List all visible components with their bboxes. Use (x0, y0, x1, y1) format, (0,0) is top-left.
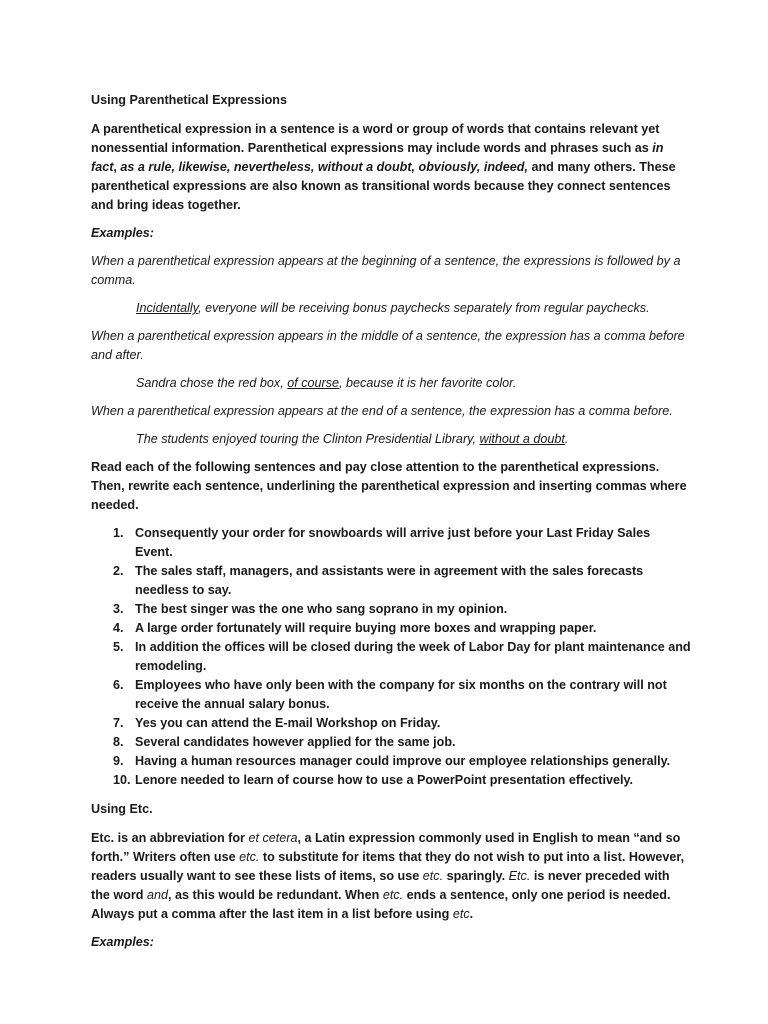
list-item: 7. Yes you can attend the E-mail Workshop on Friday. (113, 716, 441, 730)
list-item: 9. Having a human resources manager could improve our employee relationships generally. (113, 754, 671, 768)
exercise-sentence-list (91, 524, 691, 790)
section-heading-parenthetical: Using Parenthetical Expressions (91, 93, 287, 107)
intro-separator: , (113, 160, 121, 174)
rule-end: When a parenthetical expression appears at the end of a sentence, the expression has a comma before. (91, 404, 673, 418)
intro-text-1: A parenthetical expression in a sentence is a word or group of words that contains relevant yet nonessential information. Parenthetical expressions may include words and phrases such as (91, 122, 660, 155)
document-content (91, 91, 691, 961)
underlined-expression: Incidentally (136, 301, 199, 315)
list-item: 6. Employees who have only been with the company for six months on the contrary will not receive the annual salary bonus. (113, 678, 667, 711)
underlined-expression: of course (287, 376, 340, 390)
intro-example-1: in fact (91, 141, 664, 174)
section-heading-etc: Using Etc. (91, 802, 153, 816)
intro-text-2: and many others. These parenthetical expressions are also known as transitional words because they connect sentences and bring ideas together. (91, 160, 676, 212)
example-middle: Sandra chose the red box, of course, because it is her favorite color. (136, 376, 517, 390)
intro-example-list: as a rule, likewise, nevertheless, without a doubt, obviously, indeed, (120, 160, 528, 174)
example-beginning: Incidentally, everyone will be receiving bonus paychecks separately from regular paychecks. (136, 301, 650, 315)
list-item: 10. Lenore needed to learn of course how to use a PowerPoint presentation effectively. (113, 773, 634, 787)
example-end: The students enjoyed touring the Clinton Presidential Library, without a doubt. (136, 432, 569, 446)
rule-beginning: When a parenthetical expression appears at the beginning of a sentence, the expressions is followed by a comma. (91, 254, 681, 287)
intro-paragraph (91, 120, 691, 215)
list-item: 2. The sales staff, managers, and assistants were in agreement with the sales forecasts needless to say. (113, 564, 644, 597)
list-item: 8. Several candidates however applied for the same job. (113, 735, 456, 749)
examples-label-etc: Examples: (91, 935, 154, 949)
list-item: 1. Consequently your order for snowboards will arrive just before your Last Friday Sales Event. (113, 526, 651, 559)
examples-label: Examples: (91, 226, 154, 240)
list-item: 4. A large order fortunately will require buying more boxes and wrapping paper. (113, 621, 597, 635)
etc-paragraph: Etc. is an abbreviation for et cetera, a Latin expression commonly used in English to mean “and so forth.” Writers often use etc. to substitute for items that they do not wish to put into a list. However, readers usually want to see these lists of items, so use etc. sparingly. Etc. is never preceded with the word and, as this would be redundant. When etc. ends a sentence, only one period is needed. Always put a comma after the last item in a list before using etc. (91, 831, 685, 921)
underlined-expression: without a doubt (479, 432, 565, 446)
list-item: 3. The best singer was the one who sang soprano in my opinion. (113, 602, 508, 616)
rule-middle: When a parenthetical expression appears in the middle of a sentence, the expression has a comma before and after. (91, 329, 685, 362)
exercise-instructions: Read each of the following sentences and pay close attention to the parenthetical expressions. Then, rewrite each sentence, underlining the parenthetical expression and inserting commas where needed. (91, 460, 687, 512)
list-item: 5. In addition the offices will be closed during the week of Labor Day for plant maintenance and remodeling. (113, 640, 691, 673)
